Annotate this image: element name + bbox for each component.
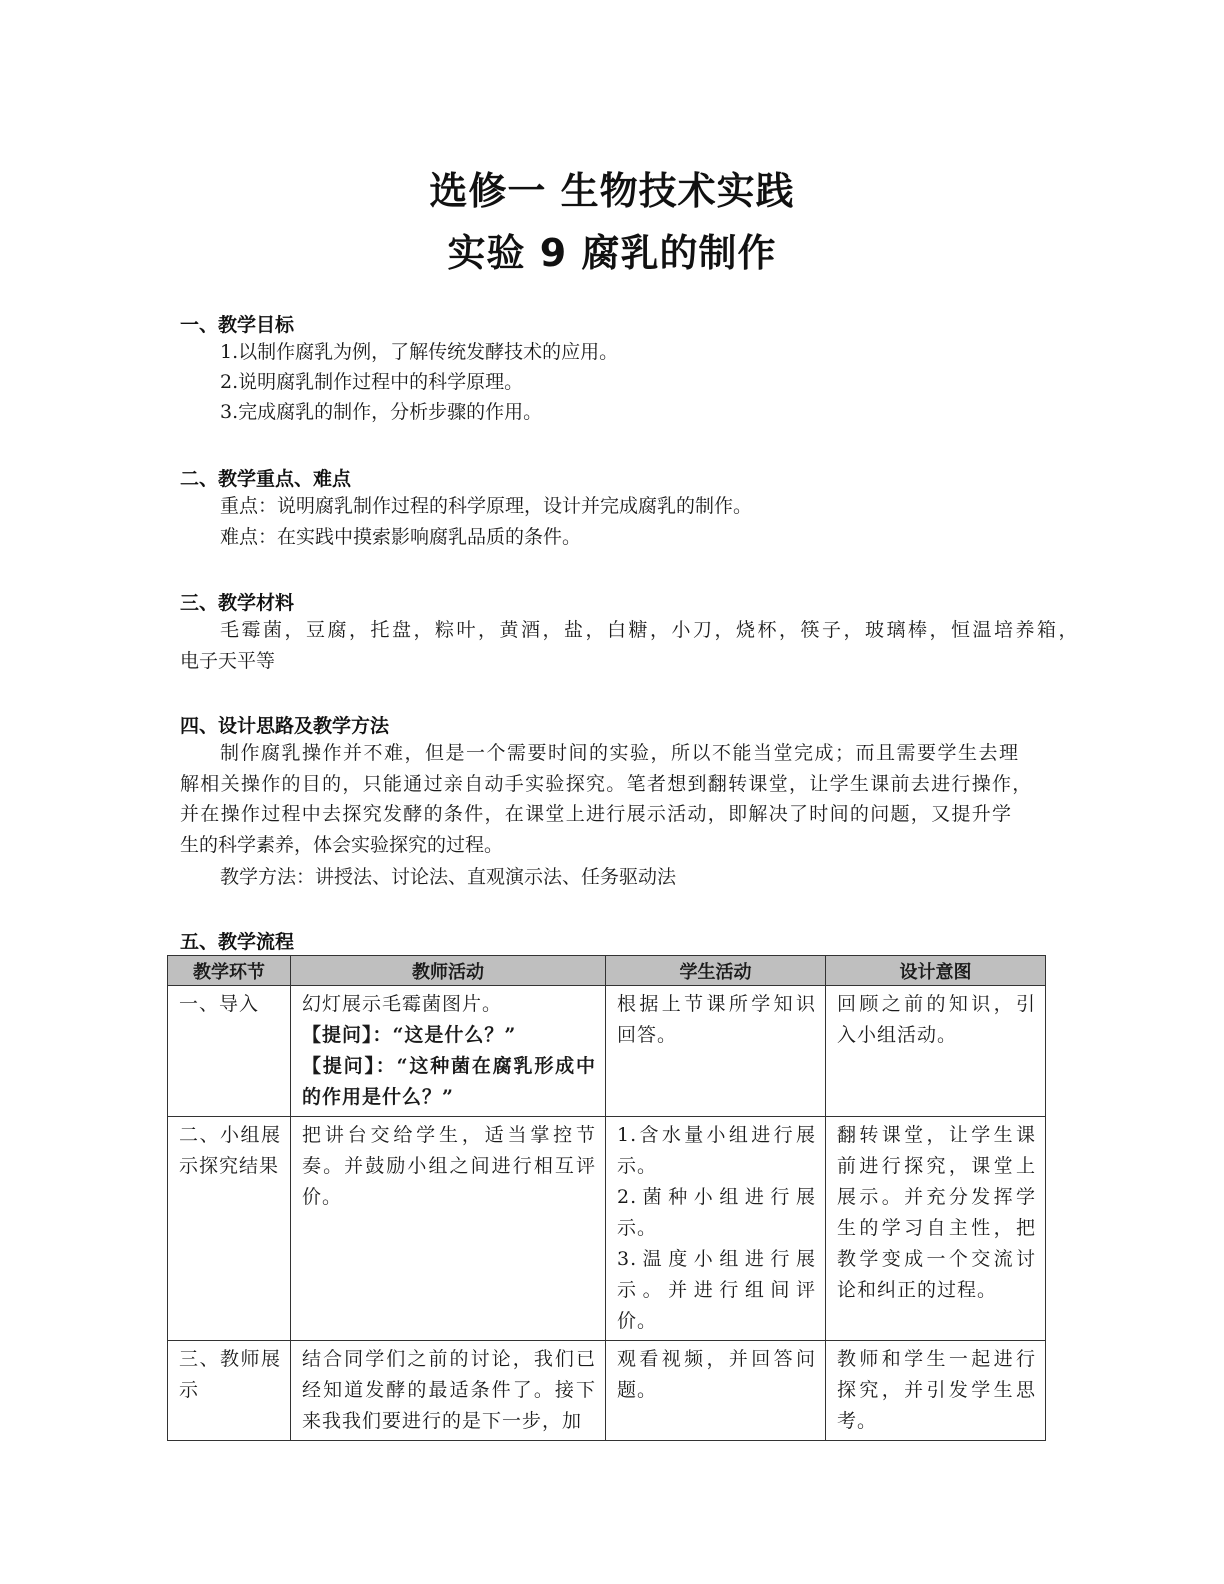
teaching-process-table [167, 955, 1046, 1441]
materials-line: 电子天平等 [180, 650, 276, 672]
design-paragraph-line: 并在操作过程中去探究发酵的条件，在课堂上进行展示活动，即解决了时间的问题，又提升学 [180, 803, 1013, 825]
teacher-question: 【提问】：“这是什么？” [302, 1024, 517, 1046]
student-activity-cell: 观看视频，并回答问题。 [606, 1341, 826, 1441]
objective-item: 3.完成腐乳的制作，分析步骤的作用。 [220, 401, 543, 423]
column-header: 教师活动 [291, 956, 606, 986]
teacher-question: 【提问】：“这种菌在腐乳形成中的作用是什么？” [302, 1055, 596, 1108]
stage-cell: 一、导入 [168, 986, 291, 1117]
teacher-activity-cell: 把讲台交给学生，适当掌控节奏。并鼓励小组之间进行相互评价。 [291, 1117, 606, 1341]
column-header: 设计意图 [826, 956, 1046, 986]
section-heading-materials: 三、教学材料 [180, 592, 295, 614]
design-intent-cell: 教师和学生一起进行探究，并引发学生思考。 [826, 1341, 1046, 1441]
design-intent-cell: 翻转课堂，让学生课前进行探究，课堂上展示。并充分发挥学生的学习自主性，把教学变成一个交流讨论和纠正的过程。 [826, 1117, 1046, 1341]
section-heading-design: 四、设计思路及教学方法 [180, 715, 390, 737]
teacher-activity-cell [291, 986, 606, 1117]
document-title: 选修一 生物技术实践 [429, 169, 795, 213]
design-paragraph-line: 解相关操作的目的，只能通过亲自动手实验探究。笔者想到翻转课堂，让学生课前去进行操作， [180, 773, 1033, 795]
student-activity-cell [606, 1117, 826, 1341]
student-item: 3.温度小组进行展示。并进行组间评价。 [617, 1248, 816, 1332]
teacher-activity-cell: 结合同学们之前的讨论，我们已经知道发酵的最适条件了。接下来我我们要进行的是下一步，加 [291, 1341, 606, 1441]
table-row [168, 986, 1046, 1117]
table-row [168, 1341, 1046, 1441]
column-header: 教学环节 [168, 956, 291, 986]
section-heading-objectives: 一、教学目标 [180, 314, 295, 336]
teacher-text: 幻灯展示毛霉菌图片。 [302, 993, 503, 1015]
objective-item: 1.以制作腐乳为例，了解传统发酵技术的应用。 [220, 341, 619, 363]
table-row [168, 1117, 1046, 1341]
stage-cell: 二、小组展示探究结果 [168, 1117, 291, 1341]
student-activity-cell: 根据上节课所学知识回答。 [606, 986, 826, 1117]
stage-cell: 三、教师展示 [168, 1341, 291, 1441]
section-heading-process: 五、教学流程 [180, 931, 295, 953]
design-paragraph-line: 生的科学素养，体会实验探究的过程。 [180, 834, 504, 856]
student-item: 2.菌种小组进行展示。 [617, 1186, 816, 1239]
student-item: 1.含水量小组进行展示。 [617, 1124, 816, 1177]
materials-line: 毛霉菌，豆腐，托盘，粽叶，黄酒，盐，白糖，小刀，烧杯，筷子，玻璃棒，恒温培养箱， [220, 619, 1081, 641]
section-heading-key-points: 二、教学重点、难点 [180, 468, 352, 490]
teaching-methods: 教学方法：讲授法、讨论法、直观演示法、任务驱动法 [220, 866, 677, 888]
objective-item: 2.说明腐乳制作过程中的科学原理。 [220, 371, 524, 393]
design-paragraph-line: 制作腐乳操作并不难，但是一个需要时间的实验，所以不能当堂完成；而且需要学生去理 [220, 742, 1020, 764]
table-header-row [168, 956, 1046, 986]
difficulty-text: 难点：在实践中摸索影响腐乳品质的条件。 [220, 526, 582, 548]
document-subtitle: 实验 9 腐乳的制作 [447, 231, 777, 275]
design-intent-cell: 回顾之前的知识，引入小组活动。 [826, 986, 1046, 1117]
column-header: 学生活动 [606, 956, 826, 986]
key-point-text: 重点：说明腐乳制作过程的科学原理，设计并完成腐乳的制作。 [220, 495, 753, 517]
